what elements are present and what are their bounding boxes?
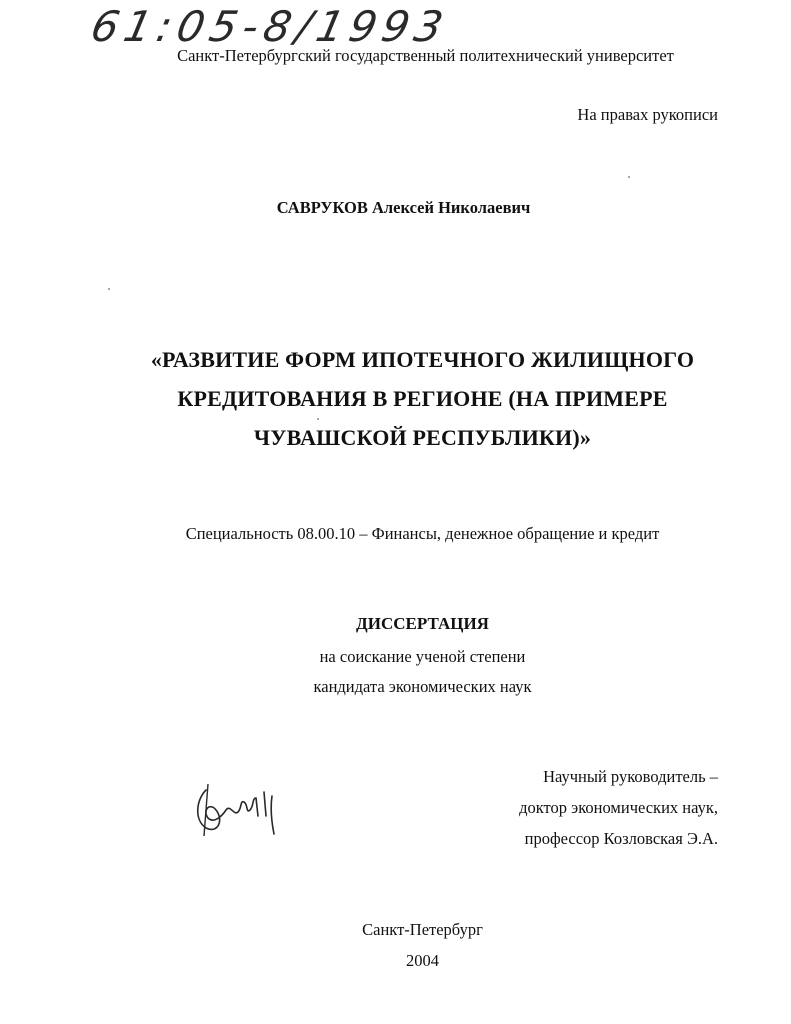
title-line: КРЕДИТОВАНИЯ В РЕГИОНЕ (НА ПРИМЕРЕ <box>177 386 668 411</box>
scan-speck <box>108 288 110 290</box>
manuscript-note: На правах рукописи <box>577 105 718 124</box>
city: Санкт-Петербург <box>362 920 483 939</box>
supervisor-line: профессор Козловская Э.А. <box>524 829 718 848</box>
degree-line: на соискание ученой степени <box>319 647 526 666</box>
title-line: «РАЗВИТИЕ ФОРМ ИПОТЕЧНОГО ЖИЛИЩНОГО <box>150 347 695 372</box>
degree-line: кандидата экономических наук <box>313 677 532 696</box>
year: 2004 <box>406 951 439 970</box>
archive-code-text: 61:05-8/1993 <box>86 2 454 51</box>
university-name: Санкт-Петербургский государственный политехнический университет <box>177 46 674 65</box>
supervisor-line: доктор экономических наук, <box>519 798 718 817</box>
supervisor-line: Научный руководитель – <box>543 767 718 786</box>
author-name: САВРУКОВ Алексей Николаевич <box>276 198 531 217</box>
dissertation-title <box>0 340 791 457</box>
scan-speck <box>317 418 319 420</box>
signature-icon <box>188 780 288 840</box>
document-type: ДИССЕРТАЦИЯ <box>356 614 489 633</box>
title-line: ЧУВАШСКОЙ РЕСПУБЛИКИ)» <box>253 425 592 450</box>
scan-speck <box>628 176 630 178</box>
archive-code-handwritten <box>86 2 454 52</box>
specialty-line: Специальность 08.00.10 – Финансы, денежное обращение и кредит <box>185 524 660 543</box>
